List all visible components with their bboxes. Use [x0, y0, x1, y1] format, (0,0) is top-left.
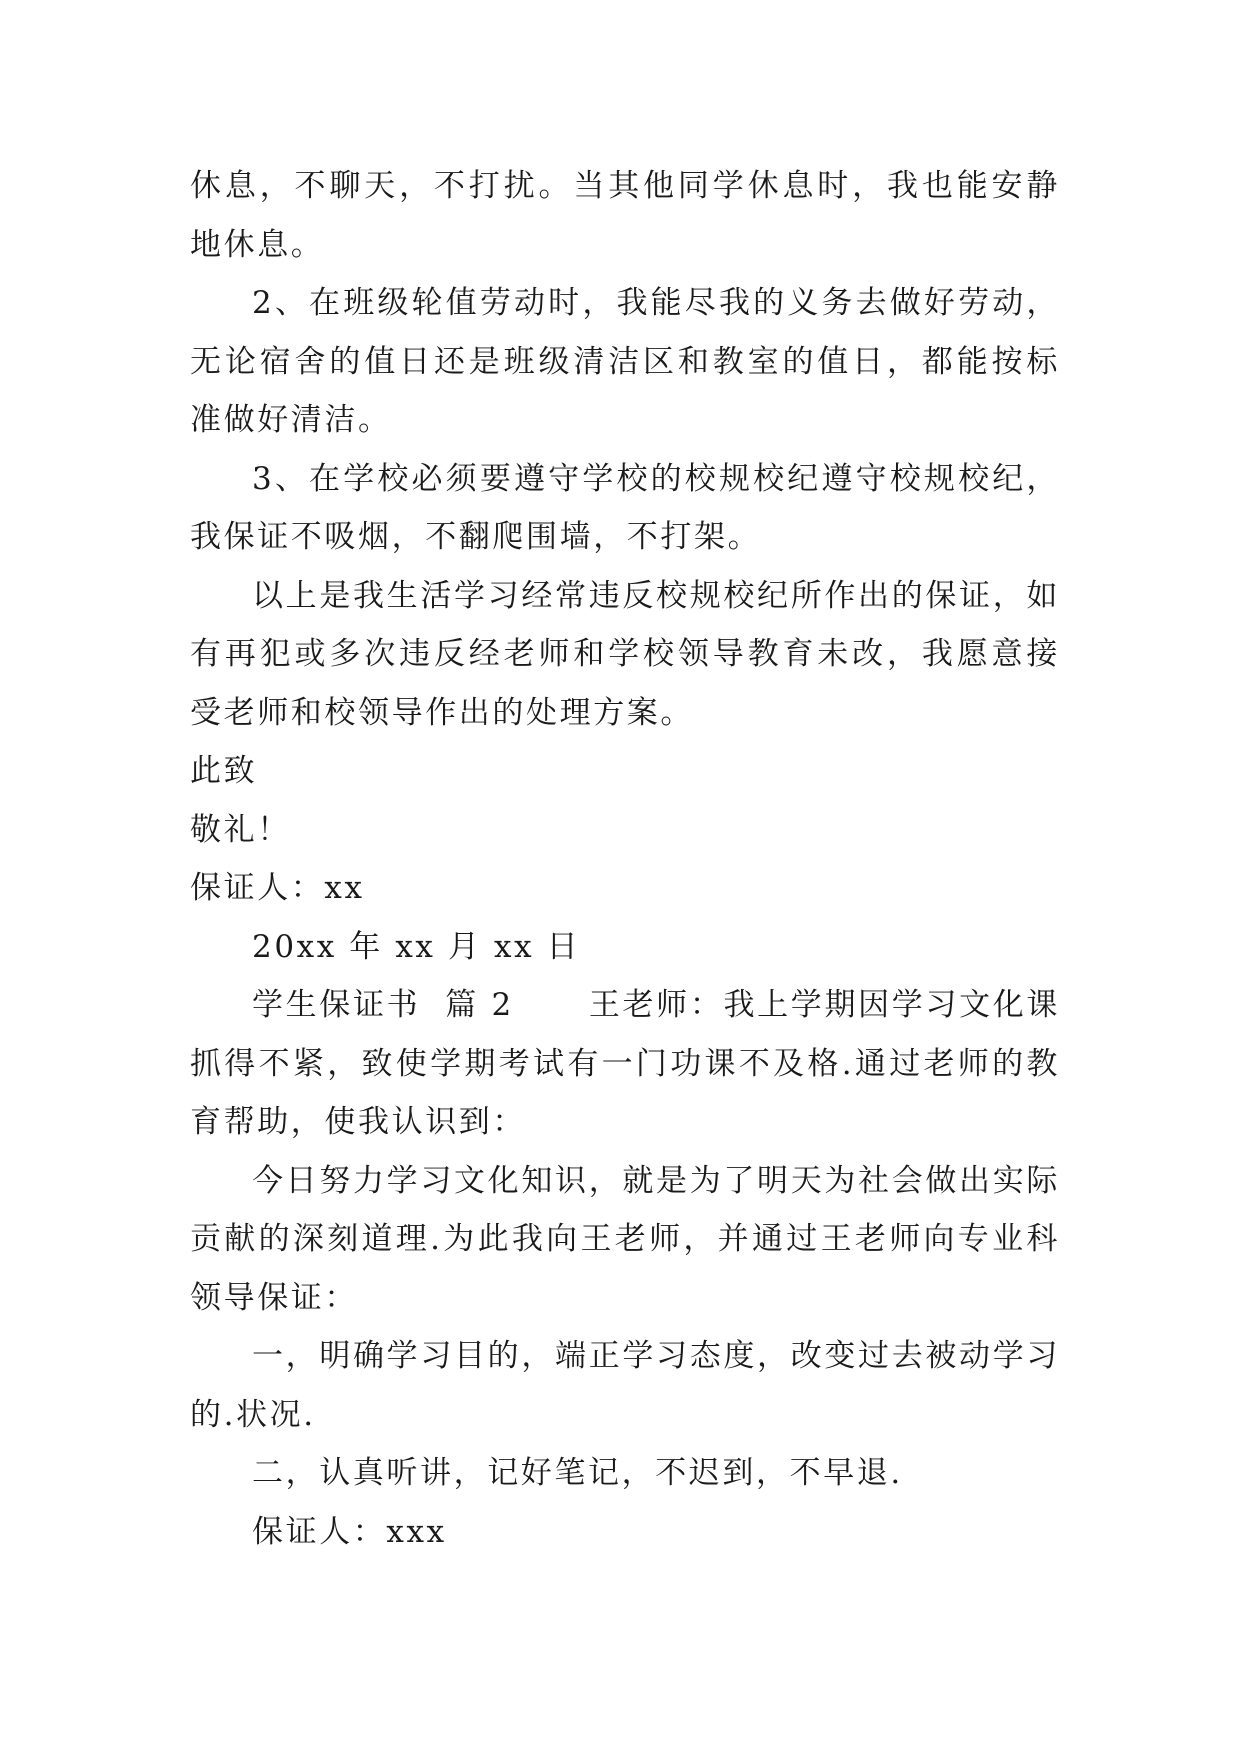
paragraph-part2-point-2: 二，认真听讲，记好笔记，不迟到，不早退. [252, 1455, 903, 1491]
paragraph-part2-opening: 学生保证书 篇 2 王老师：我上学期因学习文化课抓得不紧，致使学期考试有一门功课不及格.通过老师的教育帮助，使我认识到： [190, 987, 1060, 1140]
signature-guarantor-2: 保证人：xxx [252, 1513, 447, 1550]
paragraph-point-2: 2、在班级轮值劳动时，我能尽我的义务去做好劳动，无论宿舍的值日还是班级清洁区和教室的值日，都能按标准做好清洁。 [190, 285, 1060, 438]
closing-regards: 敬礼！ [190, 811, 291, 848]
closing-salutation: 此致 [190, 753, 258, 789]
signature-guarantor: 保证人：xx [190, 870, 365, 906]
paragraph-part2-point-1: 一，明确学习目的，端正学习态度，改变过去被动学习的.状况. [190, 1338, 1060, 1433]
paragraph-rest-continuation: 休息，不聊天，不打扰。当其他同学休息时，我也能安静地休息。 [190, 168, 1060, 263]
paragraph-summary: 以上是我生活学习经常违反校规校纪所作出的保证，如有再犯或多次违反经老师和学校领导教育未改，我愿意接受老师和校领导作出的处理方案。 [190, 577, 1060, 731]
paragraph-point-3: 3、在学校必须要遵守学校的校规校纪遵守校规校纪，我保证不吸烟，不翻爬围墙，不打架。 [190, 460, 1060, 555]
signature-date: 20xx 年 xx 月 xx 日 [252, 928, 581, 965]
document-body [190, 157, 1060, 1561]
paragraph-part2-reason: 今日努力学习文化知识，就是为了明天为社会做出实际贡献的深刻道理.为此我向王老师，并通过王老师向专业科领导保证： [190, 1162, 1060, 1316]
